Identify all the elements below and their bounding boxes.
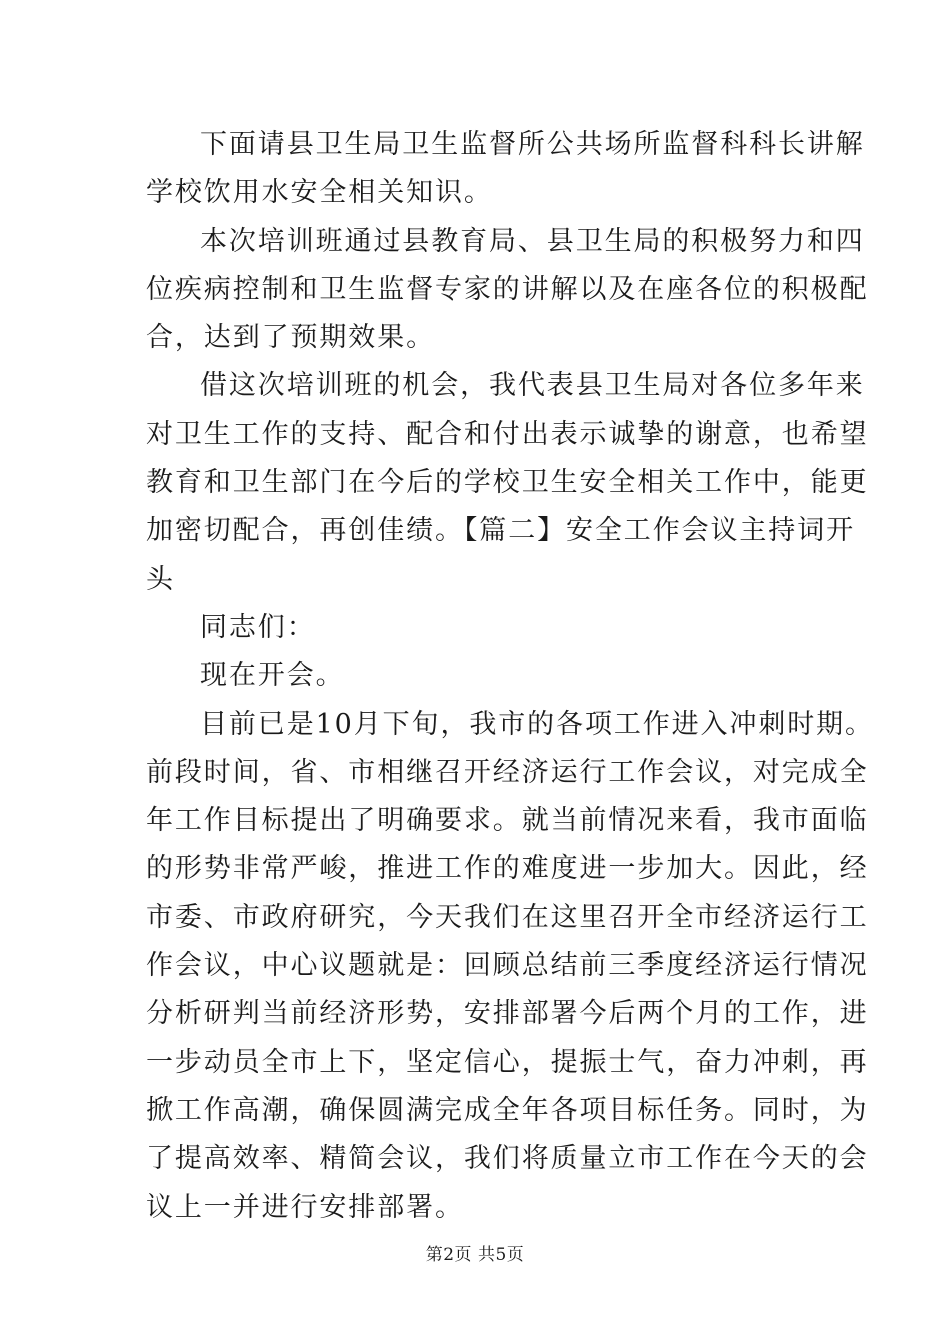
text-line: 加密切配合，再创佳绩。【篇二】安全工作会议主持词开 — [146, 515, 855, 547]
text-line: 教育和卫生部门在今后的学校卫生安全相关工作中，能更 — [146, 467, 869, 499]
text-line: 对卫生工作的支持、配合和付出表示诚挚的谢意，也希望 — [146, 418, 869, 450]
text-line: 本次培训班通过县教育局、县卫生局的积极努力和四 — [200, 225, 865, 257]
document-body — [146, 121, 874, 1232]
text-line: 合，达到了预期效果。 — [146, 322, 435, 354]
text-line: 借这次培训班的机会，我代表县卫生局对各位多年来 — [200, 370, 865, 402]
text-line: 位疾病控制和卫生监督专家的讲解以及在座各位的积极配 — [146, 273, 869, 305]
text-line: 目前已是10月下旬，我市的各项工作进入冲刺时期。 — [200, 708, 874, 740]
text-line: 掀工作高潮，确保圆满完成全年各项目标任务。同时，为 — [146, 1094, 869, 1126]
text-line: 现在开会。 — [200, 660, 345, 692]
text-line: 学校饮用水安全相关知识。 — [146, 177, 493, 209]
text-line: 前段时间，省、市相继召开经济运行工作会议，对完成全 — [146, 756, 869, 788]
page-footer: 第2页 共5页 — [425, 1245, 525, 1265]
text-line: 年工作目标提出了明确要求。就当前情况来看，我市面临 — [146, 805, 869, 837]
text-line: 市委、市政府研究，今天我们在这里召开全市经济运行工 — [146, 901, 869, 933]
text-line: 了提高效率、精简会议，我们将质量立市工作在今天的会 — [146, 1143, 869, 1175]
text-line: 同志们： — [200, 611, 316, 643]
text-line: 头 — [146, 563, 175, 595]
text-line: 的形势非常严峻，推进工作的难度进一步加大。因此，经 — [146, 853, 869, 885]
text-line: 作会议，中心议题就是：回顾总结前三季度经济运行情况 — [146, 950, 869, 982]
text-line: 下面请县卫生局卫生监督所公共场所监督科科长讲解 — [200, 129, 865, 160]
text-line: 一步动员全市上下，坚定信心，提振士气，奋力冲刺，再 — [146, 1046, 869, 1078]
text-line: 分析研判当前经济形势，安排部署今后两个月的工作，进 — [146, 998, 869, 1030]
text-line: 议上一并进行安排部署。 — [146, 1191, 464, 1223]
